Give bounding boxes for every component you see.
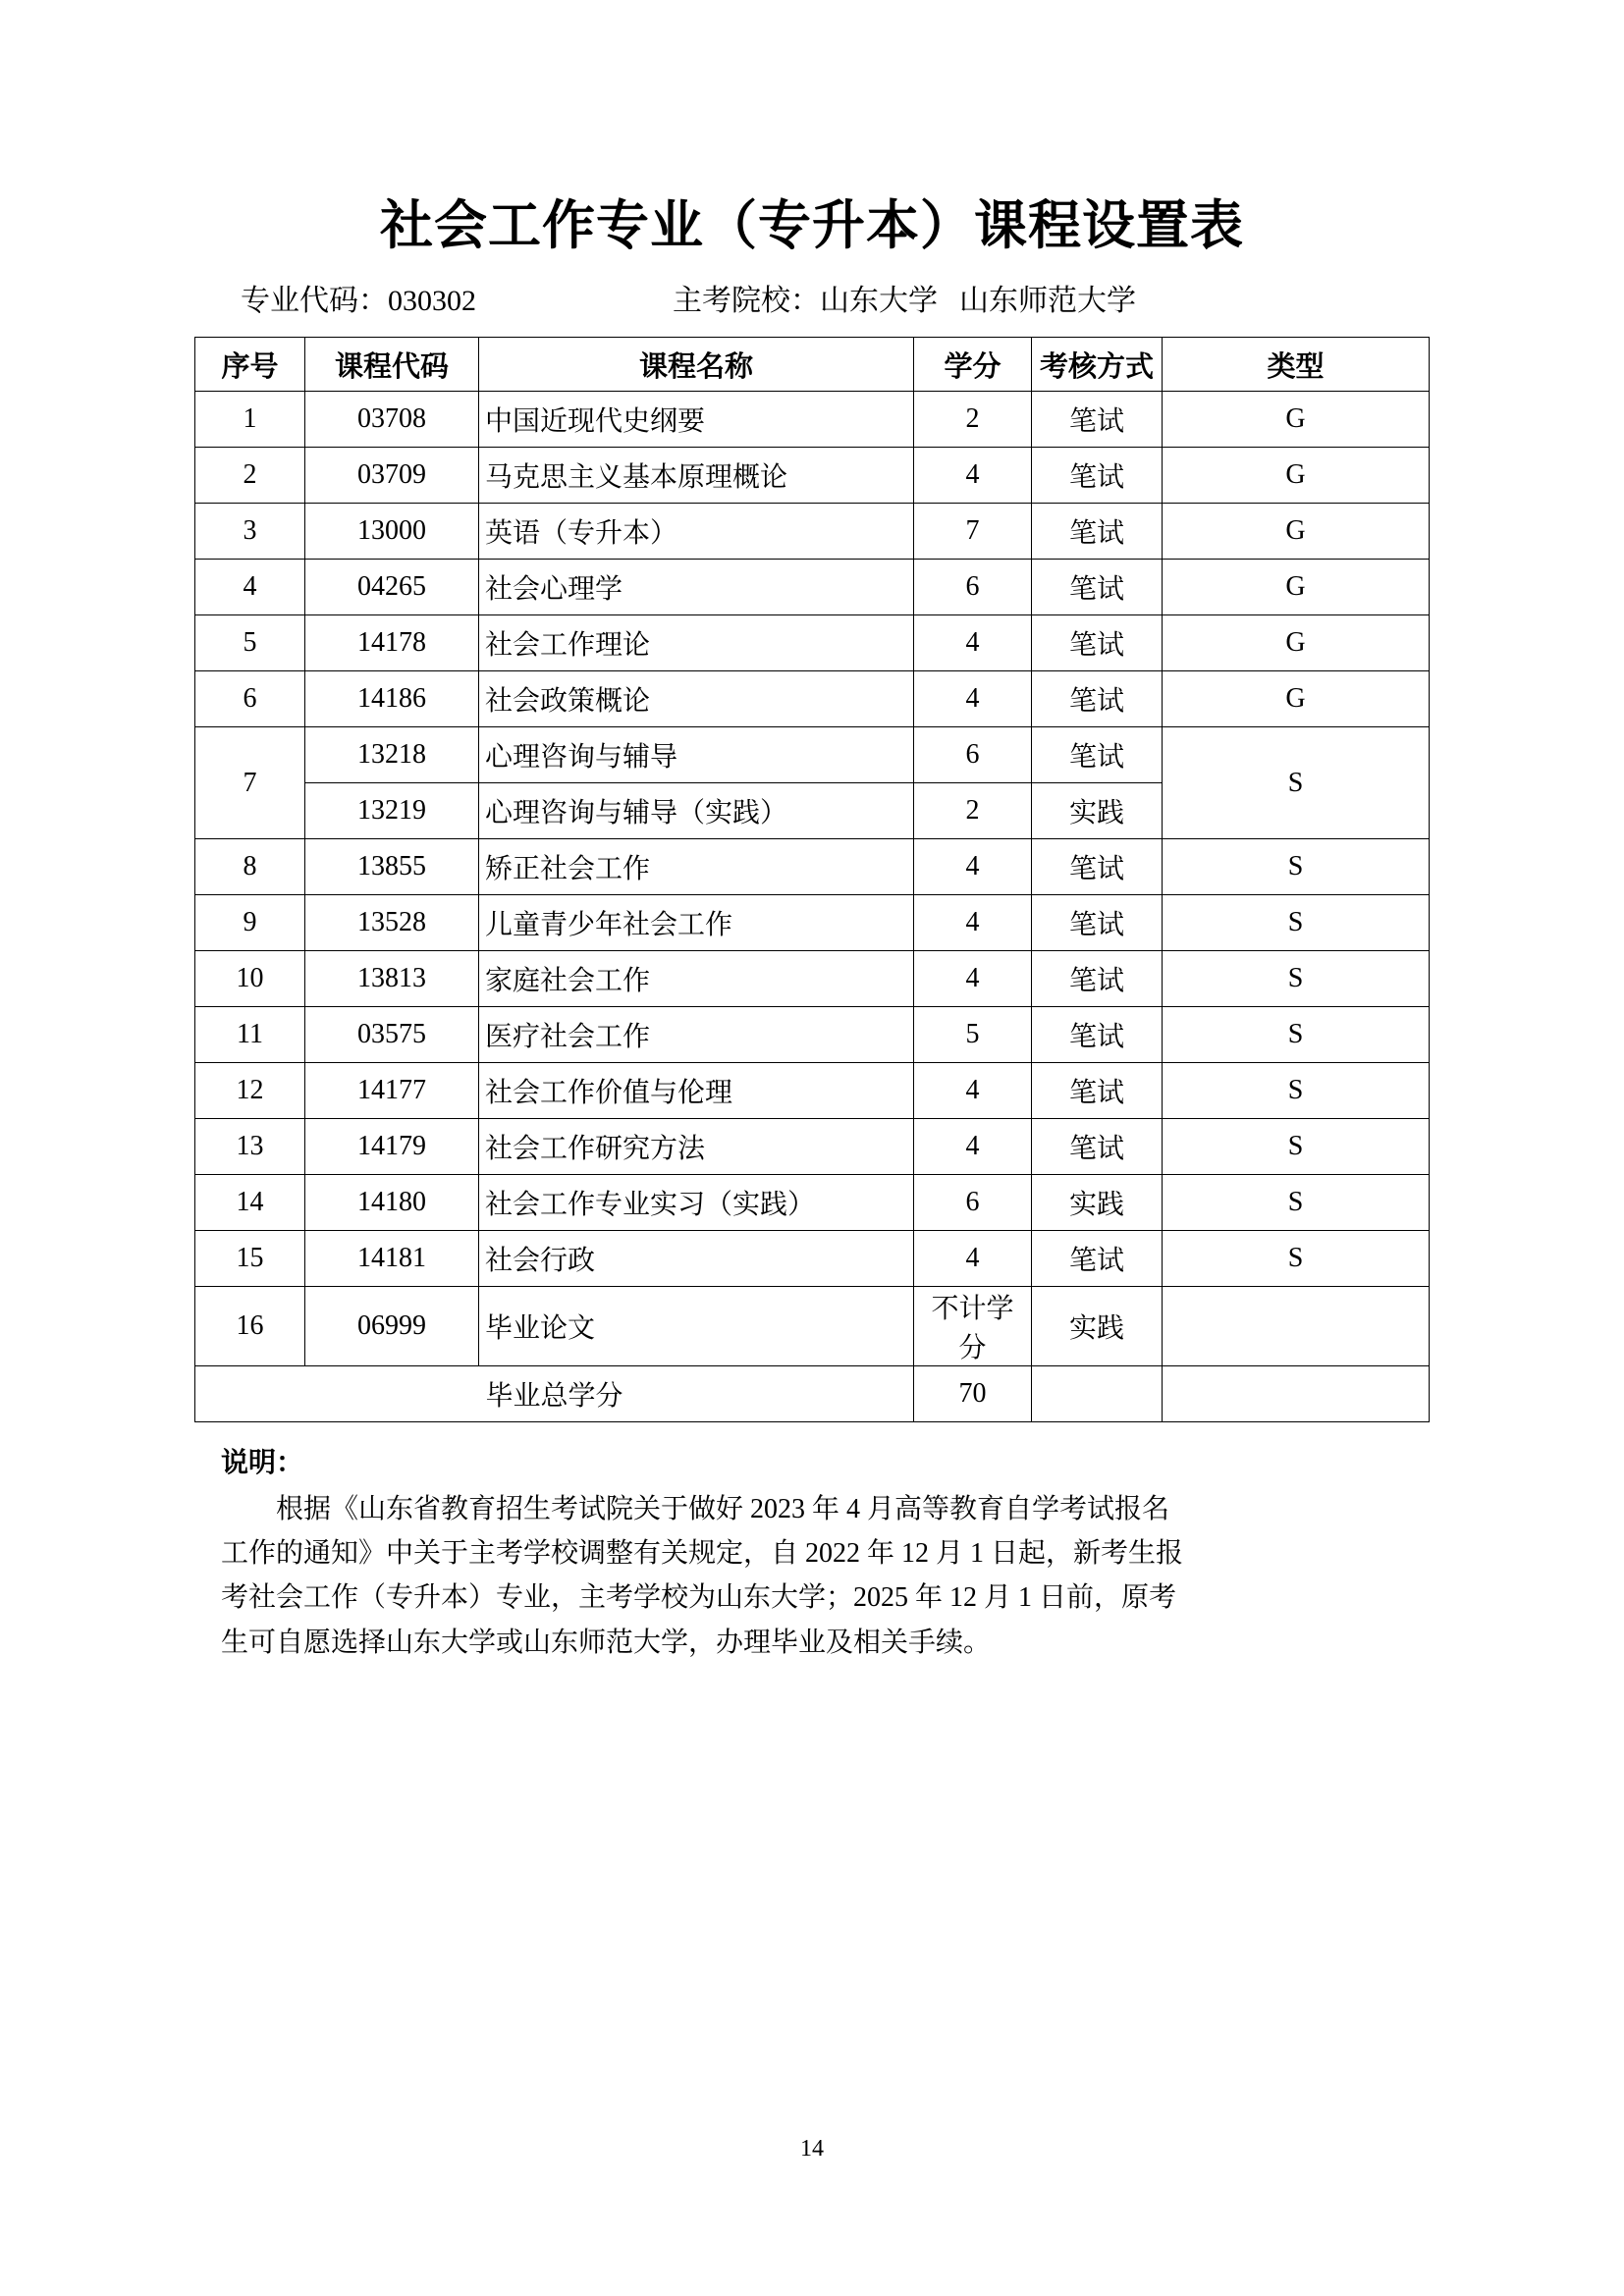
- cell-exam-method: 笔试: [1032, 392, 1163, 448]
- exam-school-2: 山东师范大学: [959, 284, 1136, 317]
- column-header-code: 课程代码: [305, 338, 479, 392]
- cell-course-name: 马克思主义基本原理概论: [479, 448, 914, 504]
- cell-course-name: 医疗社会工作: [479, 1007, 914, 1063]
- cell-course-name: 毕业论文: [479, 1287, 914, 1366]
- cell-exam-method: 笔试: [1032, 504, 1163, 560]
- cell-type: S: [1163, 895, 1430, 951]
- cell-type: G: [1163, 615, 1430, 671]
- cell-exam-method: 笔试: [1032, 1007, 1163, 1063]
- page-title: 社会工作专业（专升本）课程设置表: [380, 194, 1244, 256]
- cell-type: G: [1163, 671, 1430, 727]
- cell-type: G: [1163, 392, 1430, 448]
- table-row: [195, 727, 1430, 783]
- cell-exam-method: 笔试: [1032, 895, 1163, 951]
- cell-course-name: 儿童青少年社会工作: [479, 895, 914, 951]
- note-heading: 说明：: [221, 1446, 304, 1479]
- page-number: 14: [800, 2136, 824, 2162]
- note-line: 根据《山东省教育招生考试院关于做好 2023 年 4 月高等教育自学考试报名: [276, 1493, 1170, 1524]
- cell-exam-method: 笔试: [1032, 448, 1163, 504]
- table-body: [195, 392, 1430, 1422]
- table-row: [195, 392, 1430, 448]
- cell-code: 14179: [305, 1119, 479, 1175]
- cell-type: S: [1163, 1063, 1430, 1119]
- note-line: 工作的通知》中关于主考学校调整有关规定，自 2022 年 12 月 1 日起，新考生报: [221, 1538, 1184, 1570]
- cell-type: S: [1163, 1119, 1430, 1175]
- cell-seq: 14: [195, 1175, 305, 1231]
- cell-seq: 1: [195, 392, 305, 448]
- note-line: 考社会工作（专升本）专业，主考学校为山东大学；2025 年 12 月 1 日前，原考: [221, 1582, 1177, 1614]
- table-row: [195, 1007, 1430, 1063]
- cell-credits: 4: [914, 1119, 1032, 1175]
- note-line: 生可自愿选择山东大学或山东师范大学，办理毕业及相关手续。: [221, 1627, 992, 1658]
- column-header-seq: 序号: [195, 338, 305, 392]
- cell-code: 03709: [305, 448, 479, 504]
- table-row: [195, 839, 1430, 895]
- major-code-value: 030302: [388, 284, 476, 317]
- cell-type: S: [1163, 1007, 1430, 1063]
- cell-type: S: [1163, 1175, 1430, 1231]
- cell-seq: 10: [195, 951, 305, 1007]
- cell-seq: 11: [195, 1007, 305, 1063]
- column-header-type: 类型: [1163, 338, 1430, 392]
- cell-code: 14178: [305, 615, 479, 671]
- cell-seq: 5: [195, 615, 305, 671]
- table-row: [195, 1231, 1430, 1287]
- table-head: [195, 338, 1430, 392]
- cell-credits: 4: [914, 839, 1032, 895]
- cell-type: G: [1163, 504, 1430, 560]
- cell-exam-method: 笔试: [1032, 839, 1163, 895]
- cell-credits: 4: [914, 895, 1032, 951]
- cell-seq: 12: [195, 1063, 305, 1119]
- cell-code: 13219: [305, 783, 479, 839]
- cell-type: S: [1163, 951, 1430, 1007]
- cell-code: 14181: [305, 1231, 479, 1287]
- cell-seq: 13: [195, 1119, 305, 1175]
- cell-exam-method: 笔试: [1032, 1063, 1163, 1119]
- cell-course-name: 心理咨询与辅导: [479, 727, 914, 783]
- cell-course-name: 社会工作研究方法: [479, 1119, 914, 1175]
- cell-exam-method: 笔试: [1032, 671, 1163, 727]
- cell-credits: 2: [914, 783, 1032, 839]
- exam-school-label: 主考院校：: [673, 284, 820, 317]
- cell-exam-method: 笔试: [1032, 951, 1163, 1007]
- exam-school-1: 山东大学: [820, 284, 938, 317]
- cell-code: 13855: [305, 839, 479, 895]
- cell-credits: 5: [914, 1007, 1032, 1063]
- cell-code: 14177: [305, 1063, 479, 1119]
- table-row: [195, 671, 1430, 727]
- exam-schools: [673, 282, 1136, 322]
- cell-code: 13813: [305, 951, 479, 1007]
- cell-seq: 2: [195, 448, 305, 504]
- cell-exam-method: 实践: [1032, 1287, 1163, 1366]
- table-row: [195, 951, 1430, 1007]
- cell-course-name: 矫正社会工作: [479, 839, 914, 895]
- total-exam-method: [1032, 1366, 1163, 1422]
- cell-course-name: 社会行政: [479, 1231, 914, 1287]
- cell-credits: 6: [914, 727, 1032, 783]
- cell-exam-method: 笔试: [1032, 727, 1163, 783]
- cell-exam-method: 实践: [1032, 783, 1163, 839]
- cell-exam-method: 笔试: [1032, 615, 1163, 671]
- major-code-label: 专业代码：: [241, 284, 388, 317]
- cell-type: G: [1163, 560, 1430, 615]
- cell-credits: 4: [914, 671, 1032, 727]
- table-row: [195, 1175, 1430, 1231]
- cell-credits: 7: [914, 504, 1032, 560]
- cell-exam-method: 笔试: [1032, 560, 1163, 615]
- table-row: [195, 560, 1430, 615]
- cell-course-name: 社会政策概论: [479, 671, 914, 727]
- cell-code: 06999: [305, 1287, 479, 1366]
- cell-course-name: 英语（专升本）: [479, 504, 914, 560]
- cell-seq: 3: [195, 504, 305, 560]
- cell-code: 04265: [305, 560, 479, 615]
- cell-code: 03575: [305, 1007, 479, 1063]
- course-table-container: [0, 337, 1624, 1422]
- cell-course-name: 家庭社会工作: [479, 951, 914, 1007]
- cell-seq: 6: [195, 671, 305, 727]
- note-section: [0, 1440, 1624, 1665]
- table-header-row: [195, 338, 1430, 392]
- cell-credits: 4: [914, 448, 1032, 504]
- cell-seq: 8: [195, 839, 305, 895]
- cell-course-name: 社会心理学: [479, 560, 914, 615]
- total-credits: 70: [914, 1366, 1032, 1422]
- cell-credits: 4: [914, 615, 1032, 671]
- cell-course-name: 社会工作理论: [479, 615, 914, 671]
- table-row: [195, 1287, 1430, 1366]
- cell-seq: 16: [195, 1287, 305, 1366]
- cell-code: 14180: [305, 1175, 479, 1231]
- column-header-credits: 学分: [914, 338, 1032, 392]
- cell-course-name: 社会工作专业实习（实践）: [479, 1175, 914, 1231]
- cell-code: 13000: [305, 504, 479, 560]
- table-row: [195, 1063, 1430, 1119]
- cell-credits: 6: [914, 1175, 1032, 1231]
- column-header-exam: 考核方式: [1032, 338, 1163, 392]
- column-header-name: 课程名称: [479, 338, 914, 392]
- table-row: [195, 1119, 1430, 1175]
- cell-seq: 7: [195, 727, 305, 839]
- cell-type: S: [1163, 1231, 1430, 1287]
- cell-code: 13218: [305, 727, 479, 783]
- total-type: [1163, 1366, 1430, 1422]
- cell-course-name: 社会工作价值与伦理: [479, 1063, 914, 1119]
- table-row: [195, 895, 1430, 951]
- cell-seq: 4: [195, 560, 305, 615]
- cell-exam-method: 实践: [1032, 1175, 1163, 1231]
- cell-exam-method: 笔试: [1032, 1119, 1163, 1175]
- major-code: [241, 282, 476, 322]
- cell-seq: 15: [195, 1231, 305, 1287]
- cell-code: 13528: [305, 895, 479, 951]
- total-label: 毕业总学分: [195, 1366, 914, 1422]
- cell-credits: 4: [914, 1231, 1032, 1287]
- cell-type: [1163, 1287, 1430, 1366]
- cell-type: S: [1163, 727, 1430, 839]
- table-row: [195, 615, 1430, 671]
- note-body: [221, 1487, 1432, 1665]
- cell-course-name: 中国近现代史纲要: [479, 392, 914, 448]
- table-row: [195, 504, 1430, 560]
- cell-credits: 4: [914, 951, 1032, 1007]
- subtitle-row: [0, 282, 1624, 322]
- cell-credits: 2: [914, 392, 1032, 448]
- cell-code: 14186: [305, 671, 479, 727]
- cell-credits: 6: [914, 560, 1032, 615]
- table-total-row: [195, 1366, 1430, 1422]
- cell-credits: 不计学分: [914, 1287, 1032, 1366]
- cell-type: G: [1163, 448, 1430, 504]
- cell-seq: 9: [195, 895, 305, 951]
- cell-code: 03708: [305, 392, 479, 448]
- cell-exam-method: 笔试: [1032, 1231, 1163, 1287]
- cell-course-name: 心理咨询与辅导（实践）: [479, 783, 914, 839]
- cell-type: S: [1163, 839, 1430, 895]
- course-table: [194, 337, 1430, 1422]
- cell-credits: 4: [914, 1063, 1032, 1119]
- table-row: [195, 448, 1430, 504]
